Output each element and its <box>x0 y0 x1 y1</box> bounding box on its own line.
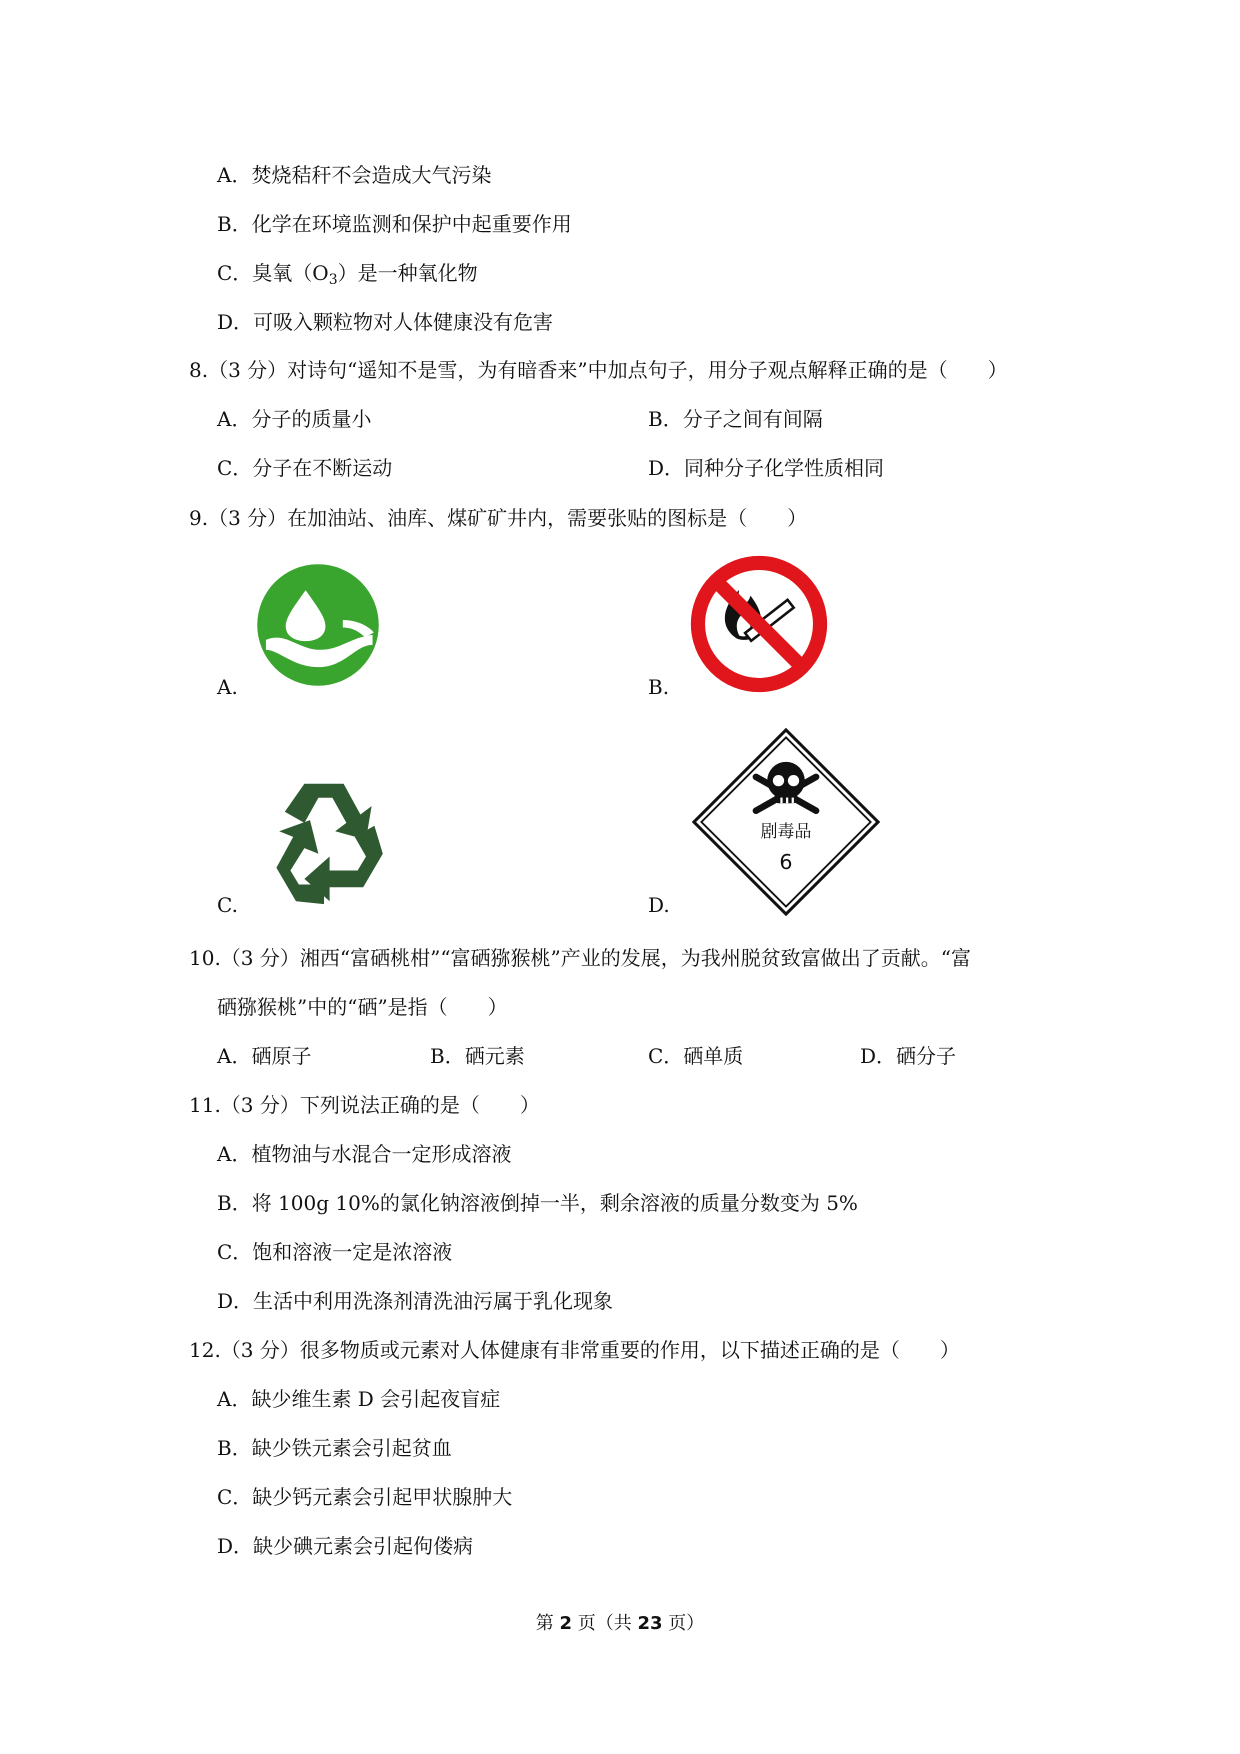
page-footer <box>0 1609 1240 1635</box>
q8-option-a: A．分子的质量小 <box>217 407 372 431</box>
q10-stem-line2: 硒猕猴桃”中的“硒”是指（ ） <box>217 995 508 1019</box>
total-page-count: 23 <box>637 1613 663 1634</box>
q11-option-a: A．植物油与水混合一定形成溶液 <box>217 1142 512 1166</box>
q10-stem-line1: 10.（3 分）湘西“富硒桃柑”“富硒猕猴桃”产业的发展，为我州脱贫致富做出了贡献。“富 <box>189 946 972 970</box>
q12-option-c: C．缺少钙元素会引起甲状腺肿大 <box>217 1485 513 1509</box>
q10-option-b: B．硒元素 <box>430 1044 525 1068</box>
q7-option-c-post: ）是一种氧化物 <box>337 261 478 285</box>
footer-pre: 第 <box>535 1613 560 1634</box>
q9-stem: 9.（3 分）在加油站、油库、煤矿矿井内，需要张贴的图标是（ ） <box>189 506 808 530</box>
footer-mid: 页（共 <box>572 1613 638 1634</box>
toxic-substance-icon <box>692 728 880 916</box>
q12-option-b: B．缺少铁元素会引起贫血 <box>217 1436 452 1460</box>
water-saving-icon <box>256 563 380 687</box>
footer-post: 页） <box>662 1613 705 1634</box>
q12-stem: 12.（3 分）很多物质或元素对人体健康有非常重要的作用，以下描述正确的是（ ） <box>189 1338 960 1362</box>
q9-option-a-label: A. <box>217 675 238 699</box>
q11-stem: 11.（3 分）下列说法正确的是（ ） <box>189 1093 540 1117</box>
q9-option-b-label: B. <box>648 675 670 699</box>
q7-option-d: D．可吸入颗粒物对人体健康没有危害 <box>217 310 554 334</box>
q11-option-c: C．饱和溶液一定是浓溶液 <box>217 1240 453 1264</box>
q7-option-c <box>217 259 478 294</box>
q10-option-c: C．硒单质 <box>648 1044 744 1068</box>
q8-option-c: C．分子在不断运动 <box>217 456 393 480</box>
q9-option-d-label: D. <box>648 893 670 917</box>
q11-option-d: D．生活中利用洗涤剂清洗油污属于乳化现象 <box>217 1289 614 1313</box>
q12-option-a: A．缺少维生素 D 会引起夜盲症 <box>217 1387 501 1411</box>
q7-option-a: A．焚烧秸秆不会造成大气污染 <box>217 163 492 187</box>
q10-option-d: D．硒分子 <box>860 1044 957 1068</box>
poison-class-number: 6 <box>779 850 793 874</box>
q11-option-b: B．将 100g 10%的氯化钠溶液倒掉一半，剩余溶液的质量分数变为 5% <box>217 1191 858 1215</box>
q7-option-c-sub: 3 <box>328 272 338 288</box>
q7-option-c-pre: C．臭氧（O <box>217 261 329 285</box>
no-open-flame-icon <box>688 553 830 695</box>
poison-sign-text: 剧毒品 <box>760 821 812 842</box>
recycling-icon <box>254 775 394 910</box>
q8-option-b: B．分子之间有间隔 <box>648 407 823 431</box>
q7-option-b: B．化学在环境监测和保护中起重要作用 <box>217 212 572 236</box>
current-page-number: 2 <box>559 1613 572 1634</box>
q12-option-d: D．缺少碘元素会引起佝偻病 <box>217 1534 474 1558</box>
q10-option-a: A．硒原子 <box>217 1044 312 1068</box>
q9-option-c-label: C. <box>217 893 238 917</box>
q8-option-d: D．同种分子化学性质相同 <box>648 456 885 480</box>
q8-stem: 8.（3 分）对诗句“遥知不是雪，为有暗香来”中加点句子，用分子观点解释正确的是（ ） <box>189 358 1008 382</box>
